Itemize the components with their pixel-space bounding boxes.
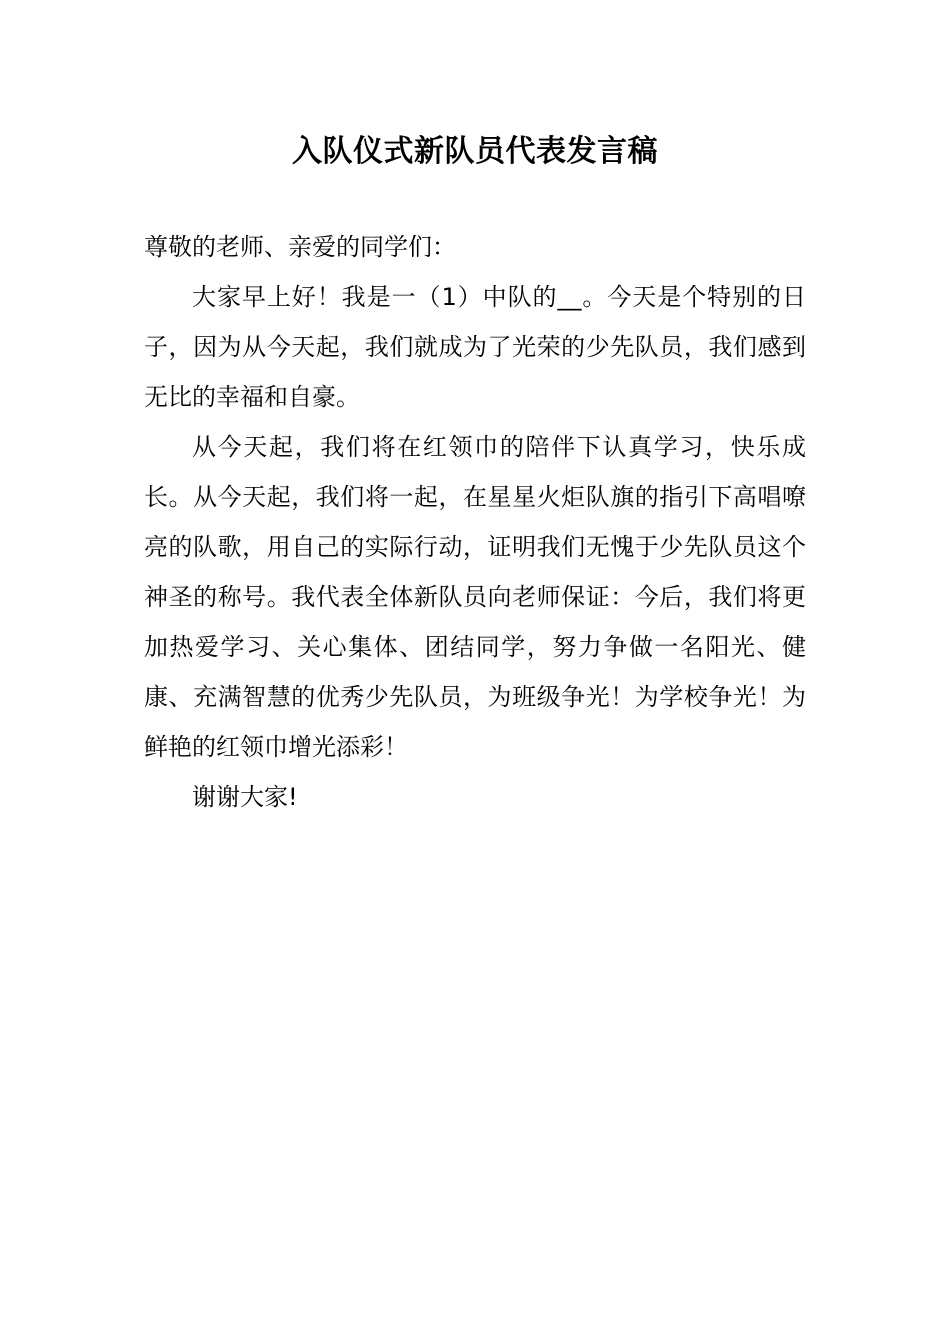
document-title: 入队仪式新队员代表发言稿 <box>292 134 658 169</box>
paragraph-pledge: 从今天起，我们将在红领巾的陪伴下认真学习，快乐成长。从今天起，我们将一起，在星星火炬队旗的指引下高唱嘹亮的队歌，用自己的实际行动，证明我们无愧于少先队员这个神圣的称号。我代表全体新队员向老师保证：今后，我们将更加热爱学习、关心集体、团结同学，努力争做一名阳光、健康、充满智慧的优秀少先队员，为班级争光！为学校争光！为鲜艳的红领巾增光添彩！ <box>144 433 806 761</box>
paragraph-greeting: 大家早上好！我是一（1）中队的__。今天是个特别的日子，因为从今天起，我们就成为了光荣的少先队员，我们感到无比的幸福和自豪。 <box>144 283 806 411</box>
salutation: 尊敬的老师、亲爱的同学们： <box>144 233 456 261</box>
document-body <box>144 222 806 822</box>
paragraph-thanks: 谢谢大家! <box>192 783 298 811</box>
